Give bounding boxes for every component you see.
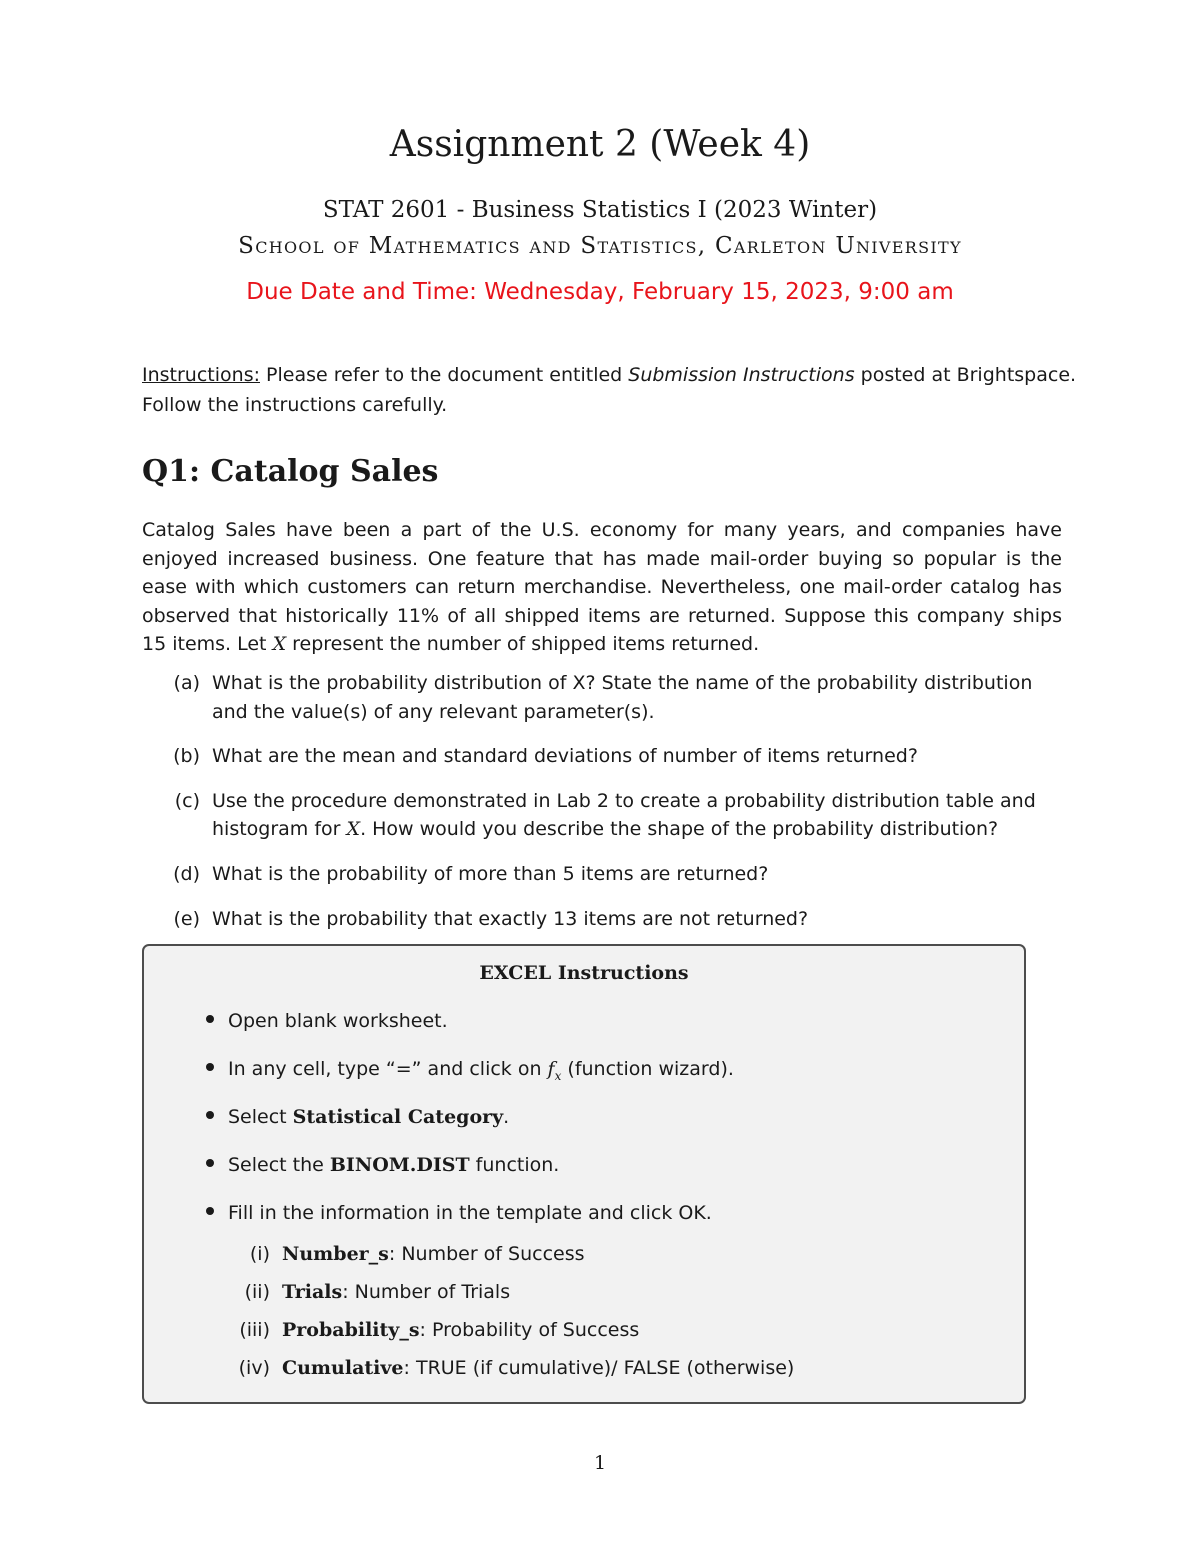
bullet-dot-icon (206, 1207, 214, 1215)
sub-item-text (282, 1357, 794, 1379)
part-text: What is the probability that exactly 13 items are not returned? (212, 907, 809, 930)
q1-part-d (142, 860, 1072, 889)
bullet-dot-icon (206, 1159, 214, 1167)
sub-item-text (282, 1281, 510, 1303)
sub-item-desc: : Number of Trials (342, 1281, 511, 1303)
part-label: (a) (173, 672, 200, 694)
sub-item-desc: : TRUE (if cumulative)/ FALSE (otherwise) (403, 1357, 795, 1379)
q1-body (142, 516, 1062, 659)
bullet-text: Fill in the information in the template and click OK. (228, 1202, 712, 1224)
sub-item-number-s (206, 1243, 986, 1281)
part-text (200, 787, 1072, 844)
bullet-text: Open blank worksheet. (228, 1010, 448, 1032)
bullet-text-2: . (503, 1106, 510, 1128)
sub-item-desc: : Probability of Success (419, 1319, 640, 1341)
course-name: STAT 2601 - Business Statistics I (2023 Winter) (322, 197, 878, 223)
sub-item-label: (iii) (239, 1319, 270, 1341)
sub-item-desc: : Number of Success (388, 1243, 585, 1265)
instructions-paragraph (142, 360, 1112, 420)
bullet-dot-icon (206, 1111, 214, 1119)
part-text: What are the mean and standard deviations of number of items returned? (212, 745, 918, 768)
bullet-dot-icon (206, 1063, 214, 1071)
excel-instructions-title: EXCEL Instructions (479, 962, 689, 984)
part-text: What is the probability distribution of X? State the name of the probability distribution and the value(s) of any relevant parameter(s). (212, 672, 1033, 723)
sub-item-label: (ii) (244, 1281, 270, 1303)
q1-heading: Q1: Catalog Sales (142, 454, 439, 489)
q1-part-a (142, 669, 1072, 726)
assignment-title: Assignment 2 (Week 4) (389, 124, 811, 165)
bullet-bold-term: BINOM.DIST (329, 1154, 470, 1176)
sub-item-term: Cumulative (282, 1357, 404, 1379)
sub-item-term: Number_s (282, 1243, 389, 1265)
q1-variable-x: X (272, 633, 287, 656)
q1-part-c (142, 787, 1072, 844)
part-c-text-1: Use the procedure demonstrated in Lab 2 to create a probability distribution table and histogram for (212, 789, 1036, 841)
bullet-function-wizard (206, 1058, 1006, 1106)
bullet-text-1: Select (228, 1106, 293, 1128)
fx-letter: f (547, 1058, 555, 1080)
fx-function-icon (547, 1058, 562, 1083)
part-label: (b) (173, 745, 200, 768)
due-date: Due Date and Time: Wednesday, February 15, 2023, 9:00 am (246, 279, 954, 305)
excel-sub-list (206, 1243, 986, 1395)
sub-item-probability-s (206, 1319, 986, 1357)
school-name: School of Mathematics and Statistics, Carleton University (238, 233, 962, 259)
part-label: (c) (174, 789, 200, 812)
submission-instructions-doc-name: Submission Instructions (628, 364, 855, 386)
q1-parts-list (142, 669, 1072, 949)
sub-item-text (282, 1319, 639, 1341)
q1-body-text-2: represent the number of shipped items returned. (286, 633, 760, 656)
sub-item-trials (206, 1281, 986, 1319)
bullet-text (228, 1154, 559, 1176)
bullet-open-worksheet (206, 1010, 1006, 1058)
sub-item-cumulative (206, 1357, 986, 1395)
bullet-text-1: In any cell, type “=” and click on (228, 1058, 548, 1080)
part-label: (d) (173, 862, 200, 885)
bullet-text-2: (function wizard). (561, 1058, 734, 1080)
part-text: What is the probability of more than 5 items are returned? (212, 862, 769, 885)
part-label: (e) (173, 907, 200, 930)
bullet-binom-dist (206, 1154, 1006, 1202)
part-c-variable-x: X (346, 818, 361, 841)
bullet-text-1: Select the (228, 1154, 330, 1176)
instructions-text-after: posted at Brightspace. Follow the instructions carefully. (142, 364, 1077, 416)
sub-item-term: Probability_s (282, 1319, 420, 1341)
instructions-text-before: Please refer to the document entitled (260, 364, 629, 386)
sub-item-label: (iv) (238, 1357, 270, 1379)
q1-part-b (142, 742, 1072, 771)
bullet-bold-term: Statistical Category (292, 1106, 504, 1128)
bullet-statistical-category (206, 1106, 1006, 1154)
sub-item-text (282, 1243, 585, 1265)
q1-body-text-1: Catalog Sales have been a part of the U.S. economy for many years, and companies have enjoyed increased business. One feature that has made mail-order buying so popular is the ease with which customers can return merchandise. Nevertheless, one mail-order catalog has observed that historically 11% of all shipped items are returned. Suppose this company ships 15 items. Let (142, 519, 1062, 656)
part-c-text-2: . How would you describe the shape of the probability distribution? (360, 818, 999, 841)
excel-bullet-list (206, 1010, 1006, 1250)
bullet-text (228, 1106, 509, 1128)
fx-subscript: x (554, 1068, 562, 1083)
bullet-text-2: function. (469, 1154, 560, 1176)
instructions-label: Instructions: (142, 364, 260, 386)
q1-part-e (142, 905, 1072, 934)
sub-item-label: (i) (249, 1243, 270, 1265)
excel-instructions-box (142, 944, 1026, 1404)
sub-item-term: Trials (282, 1281, 343, 1303)
page-number: 1 (593, 1452, 607, 1474)
bullet-text (228, 1058, 734, 1083)
bullet-dot-icon (206, 1015, 214, 1023)
